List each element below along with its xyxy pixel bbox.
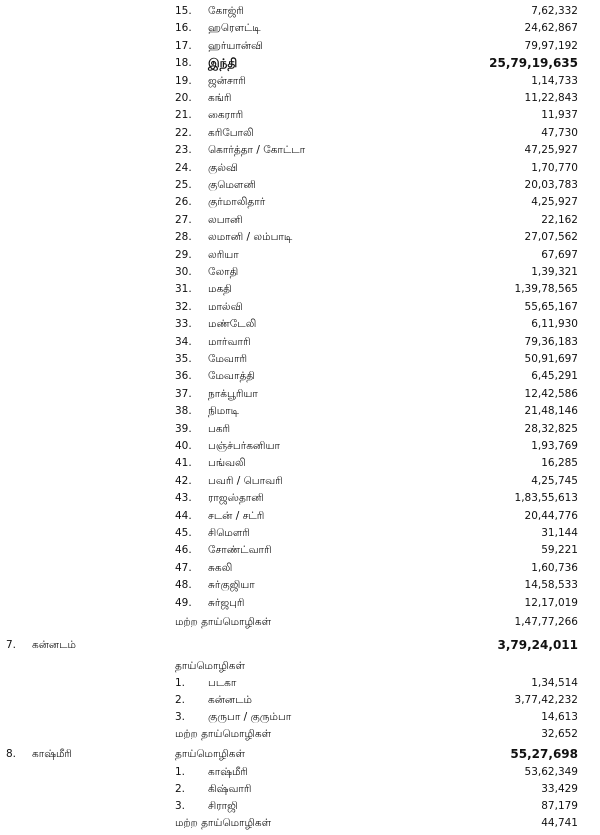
list-item: [0, 595, 600, 612]
item-value: 12,42,586: [524, 387, 578, 400]
kannada-other-row: [0, 726, 600, 743]
list-item: [0, 351, 600, 368]
item-number: 27.: [175, 213, 192, 226]
item-name: லமானி / லம்பாடி: [208, 231, 293, 244]
list-item: [0, 798, 600, 815]
item-number: 25.: [175, 179, 192, 191]
item-number: 22.: [175, 126, 192, 139]
item-name: லரியா: [208, 248, 239, 261]
item-value: 1,39,78,565: [514, 283, 578, 296]
item-name: மகதி: [208, 283, 232, 296]
item-name: சிராஜி: [208, 800, 238, 812]
item-value: 1,70,770: [531, 161, 578, 174]
list-item: [0, 490, 600, 507]
list-item: [0, 386, 600, 403]
item-value: 1,93,769: [531, 440, 578, 452]
item-name: கன்னடம்: [208, 694, 252, 706]
list-item: [0, 3, 600, 20]
item-value: 53,62,349: [524, 766, 578, 778]
item-number: 44.: [175, 509, 192, 522]
list-item: [0, 125, 600, 142]
item-name: சோண்ட்வாரி: [208, 544, 272, 557]
language-row-kashmiri: [0, 746, 600, 763]
item-value: 12,17,019: [524, 596, 578, 609]
item-number: 32.: [175, 300, 192, 313]
item-name: இந்தி: [208, 56, 238, 71]
item-name: கைராரி: [208, 109, 244, 122]
list-item: [0, 368, 600, 385]
item-value: 22,162: [541, 213, 578, 226]
item-name: நிமாடி: [208, 405, 239, 418]
list-item: [0, 264, 600, 281]
list-item: [0, 508, 600, 525]
item-value: 50,91,697: [524, 353, 578, 365]
list-item: [0, 229, 600, 246]
item-name: கரிபோலி: [208, 126, 254, 139]
item-name: கொர்த்தா / கோட்டா: [208, 144, 306, 157]
item-number: 37.: [175, 387, 192, 400]
item-number: 34.: [175, 335, 192, 348]
language-total: 3,79,24,011: [497, 638, 578, 652]
item-number: 29.: [175, 248, 192, 261]
item-number: 26.: [175, 196, 192, 209]
language-total: 55,27,698: [510, 747, 578, 761]
item-number: 48.: [175, 579, 192, 592]
item-number: 40.: [175, 440, 192, 452]
item-number: 42.: [175, 474, 192, 487]
item-value: 31,144: [541, 527, 578, 539]
other-label: மற்ற தாய்மொழிகள்: [175, 817, 272, 829]
other-value: 1,47,77,266: [514, 616, 578, 628]
item-number: 3.: [175, 711, 186, 723]
item-value: 20,03,783: [524, 179, 578, 191]
item-value: 59,221: [541, 544, 578, 557]
item-value: 1,60,736: [531, 561, 578, 574]
language-number: 8.: [6, 748, 17, 760]
item-number: 21.: [175, 109, 192, 122]
list-item: [0, 709, 600, 726]
item-name: ஹர்யான்வி: [208, 39, 263, 52]
item-value: 1,14,733: [531, 74, 578, 87]
list-item: [0, 560, 600, 577]
item-number: 41.: [175, 457, 192, 470]
item-name: லபானி: [208, 213, 243, 226]
item-number: 31.: [175, 283, 192, 296]
item-value: 14,613: [541, 711, 578, 723]
list-item: [0, 55, 600, 72]
item-name: சுர்ஜபுரி: [208, 596, 245, 609]
item-name: கிஷ்வாரி: [208, 783, 252, 795]
item-number: 19.: [175, 74, 192, 87]
item-number: 39.: [175, 422, 192, 435]
item-number: 18.: [175, 57, 192, 70]
language-name: கன்னடம்: [32, 639, 76, 651]
item-number: 2.: [175, 783, 186, 795]
item-name: லோதி: [208, 266, 239, 278]
list-item: [0, 577, 600, 594]
item-number: 20.: [175, 92, 192, 104]
item-name: கோஜ்ரி: [208, 5, 244, 17]
item-name: மேவாத்தி: [208, 370, 255, 383]
item-value: 3,77,42,232: [514, 694, 578, 706]
item-value: 28,32,825: [524, 422, 578, 435]
item-name: ஹரௌட்டி: [208, 22, 261, 35]
item-name: மண்டேலி: [208, 318, 257, 331]
other-label: மற்ற தாய்மொழிகள்: [175, 728, 272, 740]
list-item: [0, 142, 600, 159]
list-item: [0, 73, 600, 90]
kannada-mt-heading: [0, 658, 600, 675]
item-number: 36.: [175, 370, 192, 383]
item-name: மால்வி: [208, 300, 243, 313]
list-item: [0, 438, 600, 455]
item-value: 6,45,291: [531, 370, 578, 383]
item-value: 4,25,927: [531, 196, 578, 209]
item-value: 20,44,776: [524, 509, 578, 522]
list-item: [0, 20, 600, 37]
item-value: 79,36,183: [524, 335, 578, 348]
list-item: [0, 692, 600, 709]
item-value: 1,83,55,613: [514, 492, 578, 505]
item-number: 43.: [175, 492, 192, 505]
item-name: நாக்பூரியா: [208, 387, 258, 400]
list-item: [0, 247, 600, 264]
item-value: 47,25,927: [524, 144, 578, 157]
list-item: [0, 194, 600, 211]
list-item: [0, 177, 600, 194]
item-value: 87,179: [541, 800, 578, 812]
item-number: 38.: [175, 405, 192, 418]
item-name: குல்வி: [208, 161, 238, 174]
mother-tongues-label: தாய்மொழிகள்: [175, 660, 245, 672]
list-item: [0, 90, 600, 107]
item-name: படகா: [208, 677, 237, 689]
item-number: 49.: [175, 596, 192, 609]
list-item: [0, 455, 600, 472]
item-name: காஷ்மீரி: [208, 766, 248, 778]
item-name: சிமௌரி: [208, 527, 250, 539]
item-name: பகரி: [208, 422, 231, 435]
item-name: மேவாரி: [208, 353, 247, 365]
item-value: 25,79,19,635: [489, 56, 578, 71]
item-value: 55,65,167: [524, 300, 578, 313]
item-number: 46.: [175, 544, 192, 557]
list-item: [0, 542, 600, 559]
item-number: 35.: [175, 353, 192, 365]
item-value: 67,697: [541, 248, 578, 261]
other-label: மற்ற தாய்மொழிகள்: [175, 616, 272, 628]
item-value: 14,58,533: [524, 579, 578, 592]
item-name: மார்வாரி: [208, 335, 251, 348]
list-item: [0, 316, 600, 333]
list-item: [0, 160, 600, 177]
list-item: [0, 781, 600, 798]
item-number: 17.: [175, 39, 192, 52]
item-name: குமௌனி: [208, 179, 256, 191]
list-item: [0, 473, 600, 490]
item-number: 3.: [175, 800, 186, 812]
list-item: [0, 334, 600, 351]
item-number: 24.: [175, 161, 192, 174]
item-number: 16.: [175, 22, 192, 35]
item-value: 47,730: [541, 126, 578, 139]
item-value: 11,22,843: [524, 92, 578, 104]
item-value: 24,62,867: [524, 22, 578, 35]
item-number: 1.: [175, 677, 186, 689]
item-value: 11,937: [541, 109, 578, 122]
item-name: பஞ்ச்பர்கனியா: [208, 440, 280, 452]
list-item: [0, 38, 600, 55]
list-item: [0, 299, 600, 316]
language-row-kannada: [0, 637, 600, 654]
list-item: [0, 281, 600, 298]
item-value: 21,48,146: [524, 405, 578, 418]
other-value: 44,741: [541, 817, 578, 829]
item-value: 1,39,321: [531, 266, 578, 278]
item-value: 4,25,745: [531, 474, 578, 487]
list-item: [0, 764, 600, 781]
item-value: 16,285: [541, 457, 578, 470]
item-name: குருபா / குரும்பா: [208, 711, 292, 723]
item-name: பவரி / பொவரி: [208, 474, 283, 487]
item-number: 23.: [175, 144, 192, 157]
hindi-other-row: [0, 614, 600, 631]
language-name: காஷ்மீரி: [32, 748, 72, 760]
item-number: 1.: [175, 766, 186, 778]
language-number: 7.: [6, 639, 17, 651]
item-number: 28.: [175, 231, 192, 244]
item-name: குர்மாலிதார்: [208, 196, 266, 209]
item-number: 33.: [175, 318, 192, 331]
item-name: கங்ரி: [208, 92, 232, 104]
item-value: 7,62,332: [531, 5, 578, 17]
list-item: [0, 675, 600, 692]
item-value: 79,97,192: [524, 39, 578, 52]
mother-tongues-label: தாய்மொழிகள்: [175, 748, 245, 760]
item-value: 1,34,514: [531, 677, 578, 689]
item-number: 45.: [175, 527, 192, 539]
item-value: 6,11,930: [531, 318, 578, 331]
item-name: ராஜஸ்தானி: [208, 492, 264, 505]
list-item: [0, 403, 600, 420]
item-name: பங்வலி: [208, 457, 246, 470]
item-name: சுகலி: [208, 561, 233, 574]
item-number: 15.: [175, 5, 192, 17]
list-item: [0, 421, 600, 438]
other-value: 32,652: [541, 728, 578, 740]
item-value: 33,429: [541, 783, 578, 795]
item-name: சுர்குஜியா: [208, 579, 255, 592]
list-item: [0, 212, 600, 229]
item-number: 2.: [175, 694, 186, 706]
item-value: 27,07,562: [524, 231, 578, 244]
item-name: சடன் / சட்ரி: [208, 509, 265, 522]
item-number: 47.: [175, 561, 192, 574]
list-item: [0, 525, 600, 542]
item-name: ஜன்சாரி: [208, 74, 246, 87]
item-number: 30.: [175, 266, 192, 278]
list-item: [0, 107, 600, 124]
kashmiri-other-row: [0, 815, 600, 832]
